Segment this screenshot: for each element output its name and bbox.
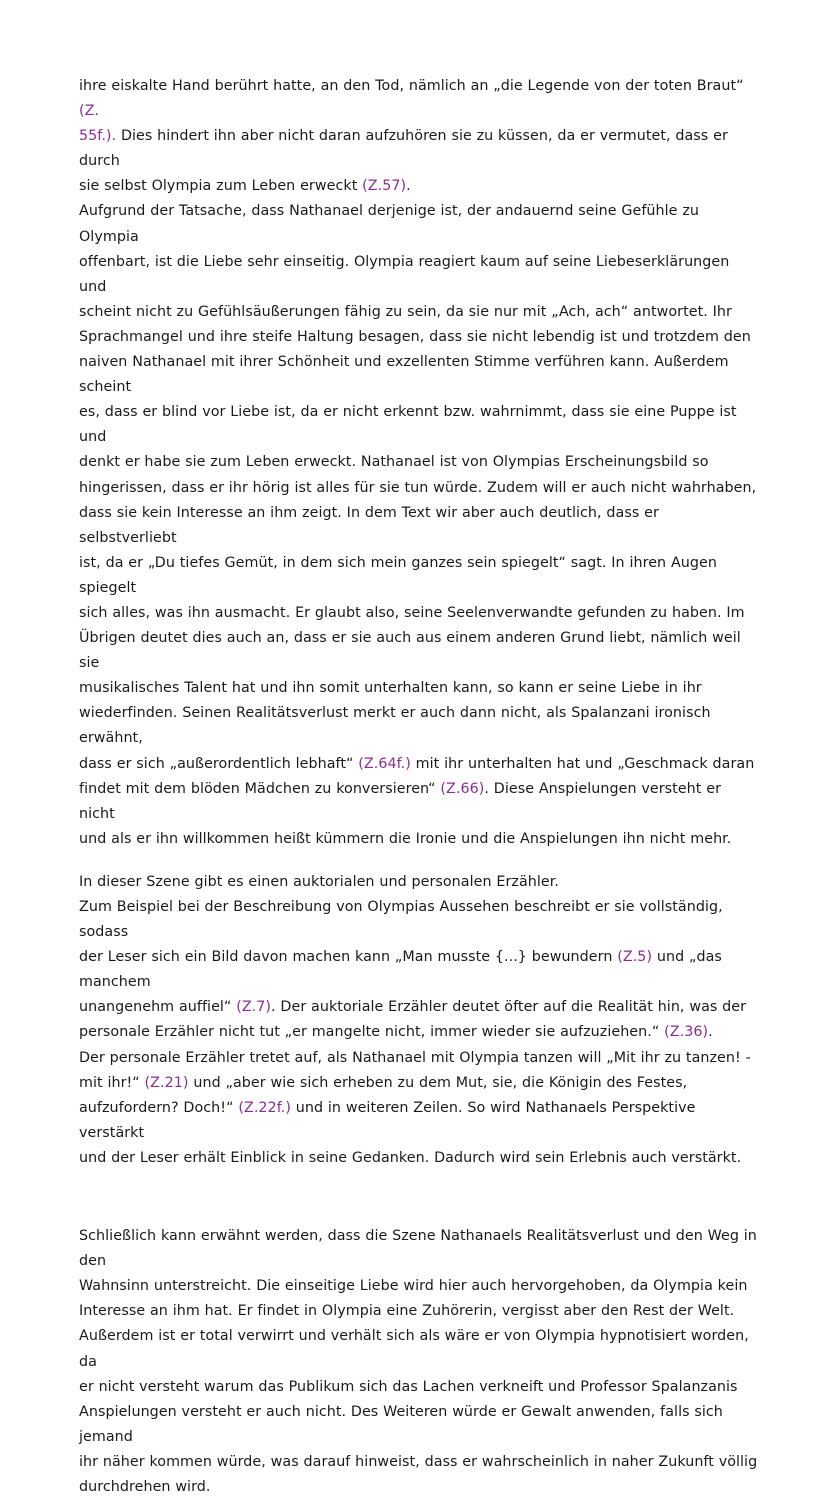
text-segment: und als er ihn willkommen heißt kümmern die Ironie und die Anspielungen ihn nicht mehr. bbox=[79, 830, 732, 847]
text-segment: er nicht versteht warum das Publikum sich das Lachen verkneift und Professor Spalanzanis bbox=[79, 1378, 738, 1395]
text-segment: dass sie kein Interesse an ihm zeigt. In dem Text wir aber auch deutlich, dass er selbstverliebt bbox=[79, 504, 659, 546]
line-citation: (Z.36) bbox=[664, 1024, 709, 1041]
text-segment: mit ihr!“ bbox=[79, 1074, 145, 1091]
text-segment: dass er sich „außerordentlich lebhaft“ bbox=[79, 755, 359, 772]
line-citation: (Z.5) bbox=[617, 949, 653, 966]
text-segment: Wahnsinn unterstreicht. Die einseitige Liebe wird hier auch hervorgehoben, da Olympia kein bbox=[79, 1278, 748, 1295]
text-segment: hingerissen, dass er ihr hörig ist alles für sie tun würde. Zudem will er auch nicht wahrhaben, bbox=[79, 479, 757, 496]
text-segment: Zum Beispiel bei der Beschreibung von Olympias Aussehen beschreibt er sie vollständig, sodass bbox=[79, 899, 723, 941]
text-segment: musikalisches Talent hat und ihn somit unterhalten kann, so kann er seine Liebe in ihr bbox=[79, 680, 702, 697]
text-segment: und „das manchem bbox=[79, 949, 722, 991]
text-segment: scheint nicht zu Gefühlsäußerungen fähig zu sein, da sie nur mit „Ach, ach“ antwortet. Ihr bbox=[79, 303, 732, 320]
text-segment: Anspielungen versteht er auch nicht. Des Weiteren würde er Gewalt anwenden, falls sich jemand bbox=[79, 1403, 723, 1445]
text-segment: Schließlich kann erwähnt werden, dass die Szene Nathanaels Realitätsverlust und den Weg in den bbox=[79, 1228, 757, 1270]
text-segment: naiven Nathanael mit ihrer Schönheit und exzellenten Stimme verführen kann. Außerdem scheint bbox=[79, 354, 729, 396]
paragraph-spacer bbox=[79, 1171, 758, 1224]
text-segment: durchdrehen wird. bbox=[79, 1478, 211, 1495]
text-segment: unangenehm auffiel“ bbox=[79, 999, 237, 1016]
paragraph-spacer bbox=[79, 852, 758, 870]
text-segment: und „aber wie sich erheben zu dem Mut, sie, die Königin des Festes, bbox=[188, 1074, 688, 1091]
line-citation: (Z.22f.) bbox=[238, 1099, 291, 1116]
text-segment: sich alles, was ihn ausmacht. Er glaubt also, seine Seelenverwandte gefunden zu haben. Im bbox=[79, 604, 745, 621]
text-segment: und der Leser erhält Einblick in seine Gedanken. Dadurch wird sein Erlebnis auch verstärkt. bbox=[79, 1149, 742, 1166]
text-segment: aufzufordern? Doch!“ bbox=[79, 1099, 239, 1116]
text-segment: ihr näher kommen würde, was darauf hinweist, dass er wahrscheinlich in naher Zukunft völlig bbox=[79, 1453, 758, 1470]
text-segment: Interesse an ihm hat. Er findet in Olympia eine Zuhörerin, vergisst aber den Rest der Welt. bbox=[79, 1303, 735, 1320]
line-citation: (Z.57) bbox=[362, 178, 407, 195]
text-segment: . Diese Anspielungen versteht er nicht bbox=[79, 780, 722, 822]
text-segment: Übrigen deutet dies auch an, dass er sie auch aus einem anderen Grund liebt, nämlich weil sie bbox=[79, 630, 741, 672]
text-segment: Aufgrund der Tatsache, dass Nathanael derjenige ist, der andauernd seine Gefühle zu Olympia bbox=[79, 203, 699, 245]
text-segment: denkt er habe sie zum Leben erweckt. Nathanael ist von Olympias Erscheinungsbild so bbox=[79, 454, 709, 471]
text-segment: . Der auktoriale Erzähler deutet öfter auf die Realität hin, was der bbox=[271, 999, 747, 1016]
text-segment: es, dass er blind vor Liebe ist, da er nicht erkennt bzw. wahrnimmt, dass sie eine Puppe ist und bbox=[79, 404, 737, 446]
text-segment: personale Erzähler nicht tut „er mangelte nicht, immer wieder sie aufzuziehen.“ bbox=[79, 1024, 665, 1041]
paragraph-conclusion bbox=[79, 1224, 758, 1500]
line-citation: (Z.7) bbox=[236, 999, 272, 1016]
text-segment: ihre eiskalte Hand berührt hatte, an den Tod, nämlich an „die Legende von der toten Braut“ bbox=[79, 78, 744, 94]
line-citation: (Z.21) bbox=[144, 1074, 189, 1091]
text-segment: findet mit dem blöden Mädchen zu konversieren“ bbox=[79, 780, 441, 797]
line-citation: (Z.64f.) bbox=[358, 755, 411, 772]
text-segment: offenbart, ist die Liebe sehr einseitig. Olympia reagiert kaum auf seine Liebeserklärungen und bbox=[79, 253, 730, 295]
text-segment: In dieser Szene gibt es einen auktorialen und personalen Erzähler. bbox=[79, 873, 559, 890]
text-segment: Sprachmangel und ihre steife Haltung besagen, dass sie nicht lebendig ist und trotzdem den bbox=[79, 328, 751, 345]
paragraph-analysis-love bbox=[79, 74, 758, 852]
text-segment: wiederfinden. Seinen Realitätsverlust merkt er auch dann nicht, als Spalanzani ironisch erwähnt, bbox=[79, 705, 711, 747]
text-segment: der Leser sich ein Bild davon machen kann „Man musste {...} bewundern bbox=[79, 949, 618, 966]
text-segment: Außerdem ist er total verwirrt und verhält sich als wäre er von Olympia hypnotisiert worden, da bbox=[79, 1328, 749, 1370]
text-segment: ist, da er „Du tiefes Gemüt, in dem sich mein ganzes sein spiegelt“ sagt. In ihren Augen spiegelt bbox=[79, 554, 717, 596]
line-citation: 55f.). bbox=[79, 128, 117, 145]
paragraph-narrator bbox=[79, 870, 758, 1171]
line-citation: (Z. bbox=[79, 103, 100, 120]
text-segment: sie selbst Olympia zum Leben erweckt bbox=[79, 178, 363, 195]
text-segment: . bbox=[708, 1024, 713, 1041]
text-segment: mit ihr unterhalten hat und „Geschmack daran bbox=[410, 755, 755, 772]
text-segment: und in weiteren Zeilen. So wird Nathanaels Perspektive verstärkt bbox=[79, 1099, 696, 1141]
text-segment: Der personale Erzähler tretet auf, als Nathanael mit Olympia tanzen will „Mit ihr zu tanzen! - bbox=[79, 1049, 751, 1066]
line-citation: (Z.66) bbox=[440, 780, 485, 797]
text-segment: . bbox=[406, 178, 411, 195]
text-segment: Dies hindert ihn aber nicht daran aufzuhören sie zu küssen, da er vermutet, dass er durch bbox=[79, 128, 728, 170]
